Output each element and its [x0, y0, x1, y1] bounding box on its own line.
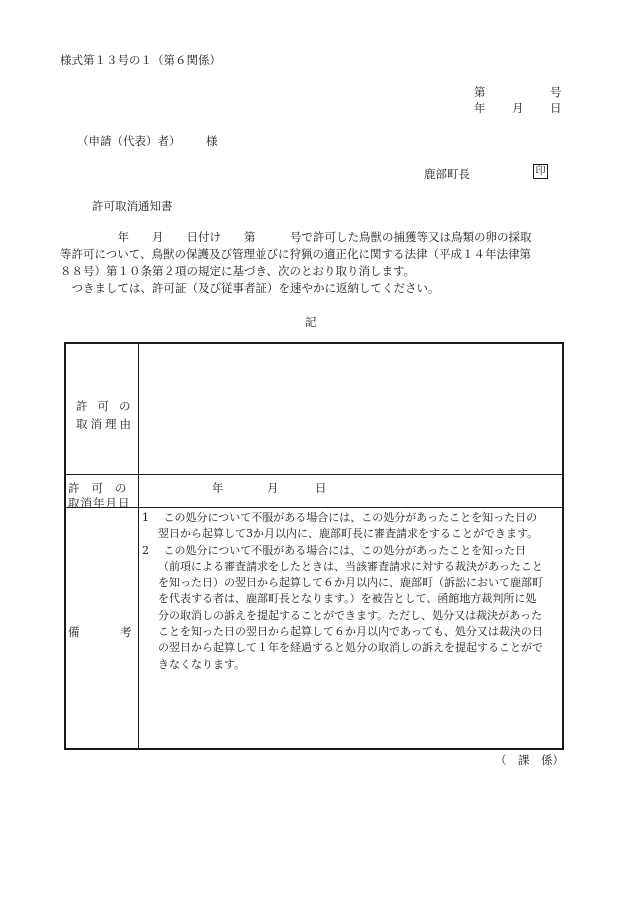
remarks-line: ことを知った日の翌日から起算して６か月以内であっても、処分又は裁決の日 [158, 625, 543, 639]
cancel-date-day: 日 [315, 481, 327, 495]
addressee-label: （申請（代表）者） [77, 134, 181, 148]
remarks-line: （前項による審査請求をしたときは、当該審査請求に対する裁決があったこと [158, 559, 543, 573]
body-line: ８８号）第１０条第２項の規定に基づき、次のとおり取り消します。 [60, 264, 416, 278]
remarks-label-kou: 考 [120, 625, 132, 639]
addressee-honorific: 様 [206, 134, 218, 148]
ki-heading: 記 [305, 315, 317, 329]
table-row-divider [66, 474, 562, 475]
document-title: 許可取消通知書 [92, 199, 173, 213]
remarks-line: 分の取消しの訴えを提起することができます。ただし、処分又は裁決があった [158, 608, 543, 622]
body-line: 等許可について、鳥獣の保護及び管理並びに狩猟の適正化に関する法律（平成１４年法律第 [60, 247, 532, 261]
sender-mayor: 鹿部町長 [424, 167, 470, 181]
remarks-item-1: 1 この処分について不服がある場合には、この処分があったことを知った日の [142, 511, 538, 524]
remarks-item-2: 2 この処分について不服がある場合には、この処分があったことを知った日 [142, 543, 527, 557]
doc-date-year: 年 [474, 101, 486, 115]
seal-stamp: 印 [533, 164, 548, 179]
remarks-line: を知った日）の翌日から起算して６か月以内に、鹿部町（訴訟において鹿部町 [158, 576, 543, 590]
table-row-divider [66, 507, 562, 508]
remarks-text [142, 510, 562, 673]
remarks-line: 翌日から起算して3か月以内に、鹿部町長に審査請求をすることができます。 [158, 527, 539, 541]
remarks-line: を代表する者は、鹿部町長となります。）を被告として、函館地方裁判所に処 [158, 592, 537, 606]
department-footer: （ 課 係） [495, 753, 564, 767]
cancel-date-year: 年 [212, 481, 224, 495]
notice-body [60, 229, 564, 297]
reason-label-line2: 取消理由 [76, 417, 134, 431]
doc-date-month: 月 [512, 101, 524, 115]
doc-date-day: 日 [550, 101, 562, 115]
remarks-line: きなくなります。 [158, 657, 246, 671]
body-line: 年 月 日付け 第 号で許可した鳥獣の捕獲等又は鳥類の卵の採取 [60, 230, 532, 244]
details-table [64, 342, 564, 750]
addressee [77, 133, 218, 149]
reason-label-line1: 許可の [76, 399, 141, 413]
cancel-date-month: 月 [267, 481, 279, 495]
date-label-line1: 許可の [68, 481, 139, 495]
remarks-line: の翌日から起算して１年を経過すると処分の取消しの訴えを提起することがで [158, 641, 543, 655]
date-label-line2: 取消年月日 [68, 496, 131, 510]
remarks-label-bi: 備 [68, 625, 80, 639]
doc-number-go: 号 [550, 85, 562, 99]
doc-number-dai: 第 [474, 85, 486, 99]
body-line: つきましては、許可証（及び従事者証）を速やかに返納してください。 [60, 281, 440, 295]
form-number: 様式第１３号の１（第６関係） [60, 53, 221, 67]
